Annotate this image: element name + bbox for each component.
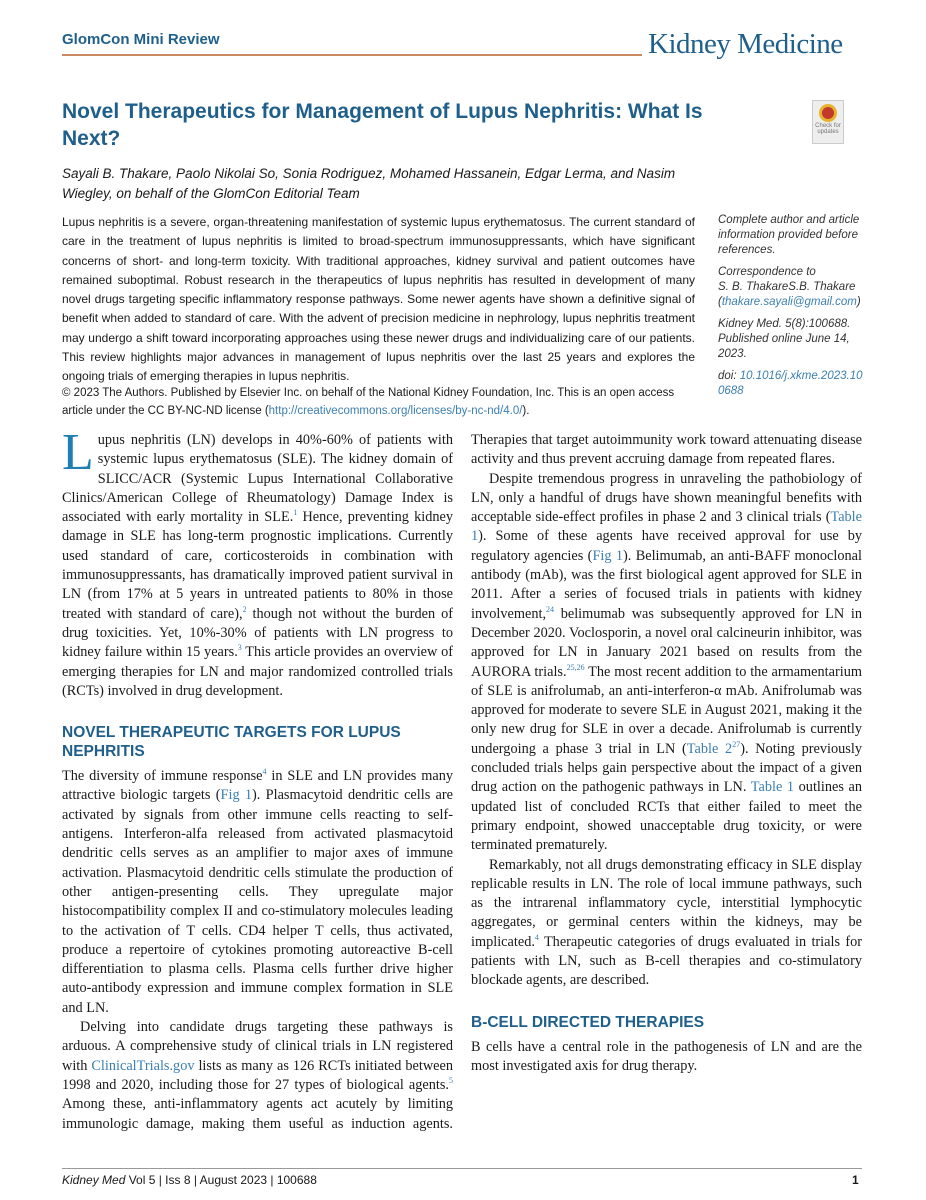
table-link[interactable]: Table 2 — [686, 740, 733, 757]
author-info-note: Complete author and article information provided before references. — [718, 214, 860, 256]
paragraph: Delving into candidate drugs targeting these pathways is arduous. A comprehensive study of clinical trials in LN registered with ClinicalTrials.gov lists as many as 126 RCTs initiated between 1998 and 2020, including those for 27 types of biological agents.$^5$ Among these, anti-inflammatory agents act acutely by limiting immunologic damage, making them useful as induction agents. Therapies that target autoimmunity work toward attenuating disease activity and thus prevent accruing damage from repeated flares. — [62, 432, 862, 1132]
ref-link[interactable]: 2 — [242, 604, 247, 614]
section-heading: NOVEL THERAPEUTIC TARGETS FOR LUPUS NEPHRITIS — [62, 724, 401, 761]
article-title: Novel Therapeutics for Management of Lupus Nephritis: What Is Next? — [62, 100, 703, 150]
ref-link[interactable]: 3 — [237, 643, 242, 653]
section-heading: B-CELL DIRECTED THERAPIES — [471, 1013, 705, 1031]
table-link[interactable]: Table 1 — [471, 509, 862, 545]
ref-link[interactable]: 5 — [449, 1076, 453, 1086]
paragraph: Despite tremendous progress in unraveling the pathobiology of LN, only a handful of drugs have shown meaningful benefits with acceptable side-effect profiles in phase 2 and 3 clinical trials (Table 1). Some of these agents have received approval for use by regulatory agencies (Fig 1). Belimumab, an anti-BAFF monoclonal antibody (mAb), was the first biological agent approved for SLE in 2011. After a series of focused trials in patients with kidney involvement,$^{24}$ belimumab was subsequently approved for LN in December 2020. Voclosporin, a novel oral calcineurin inhibitor, was approved for LN in January 2021 based on results from the AURORA trials.$^{25,26}$ The most recent addition to the armamentarium of SLE is anifrolumab, an anti-interferon-α mAb. Anifrolumab was approved for moderate to severe SLE in August 2021, making it the only new drug for SLE in over a decade. Anifrolumab is currently undergoing a phase 3 trial in LN (Table $2^{27}$). Noting previously concluded trials helps gain perspective about the impact of a given drug action on the pathogenic pathways in LN. Table 1 outlines an updated list of concluded RCTs that either failed to meet the primary endpoint, showed unacceptable drug toxicity, or were terminated prematurely. — [471, 470, 862, 854]
clinicaltrials-link[interactable]: ClinicalTrials.gov — [91, 1057, 195, 1074]
license-statement: © 2023 The Authors. Published by Elsevier Inc. on behalf of the National Kidney Foundation, Inc. This is an open access article under the CC BY-NC-ND license (http://creativecommons.org/licenses/by-nc-nd/4.0/). — [62, 387, 675, 417]
ref-link[interactable]: 1 — [293, 508, 298, 518]
doi — [718, 369, 868, 399]
ref-link[interactable]: 4 — [534, 932, 539, 942]
figure-link[interactable]: Fig 1 — [592, 547, 624, 564]
license-link[interactable]: http://creativecommons.org/licenses/by-nc-nd/4.0/ — [268, 405, 523, 417]
page-number: 1 — [852, 1173, 859, 1187]
ref-link[interactable]: 25,26 — [566, 662, 585, 672]
table-link[interactable]: Table 1 — [750, 779, 795, 796]
article-info-sidebar — [718, 213, 868, 406]
correspondence-label: Correspondence to — [718, 266, 816, 278]
check-for-updates-button[interactable] — [812, 100, 844, 144]
abstract: Lupus nephritis is a severe, organ-threatening manifestation of systemic lupus erythematosus. The current standard of care in the treatment of lupus nephritis is limited to broad-spectrum immunosuppressants, which have significant concerns of short- and long-term toxicity. With traditional approaches, kidney survival and patient outcomes have remained suboptimal. Robust research in the therapeutics of lupus nephritis has resulted in development of many novel drugs targeting specific inflammatory response pathways. Some newer agents have shown a definitive signal of benefit when added to standard of care. With the advent of precision medicine in nephrology, lupus nephritis treatment may undergo a shift toward incorporating approaches using these newer drugs and individualizing care of our patients. This review highlights major advances in management of lupus nephritis over the last 25 years and explores the ongoing trials of emerging therapies in lupus nephritis. — [62, 215, 695, 384]
doi-label: doi: — [718, 370, 737, 382]
check-for-updates-label: Check for updates — [815, 123, 841, 135]
paragraph: Lupus nephritis (LN) develops in 40%-60% of patients with systemic lupus erythematosus (SLE). The kidney domain of SLICC/ACR (Systemic Lupus International Collaborative Clinics/American College of Rheumatology) Damage Index is associated with early mortality in SLE.$^1$ Hence, preventing kidney damage in SLE has long-term prognostic implications. Currently used standard of care, corticosteroids in combination with immunosuppressants, has dramatically improved patient survival in LN (from 17% at 5 years in untreated patients to 80% in those treated with standard of care),$^2$ though not without the burden of drug toxicities. Yet, 10%-30% of patients with LN progress to kidney failure within 15 years.$^3$ This article provides an overview of emerging therapies for LN and major randomized controlled trials (RCTs) involved in drug development. — [62, 424, 453, 699]
ref-link[interactable]: 24 — [546, 604, 555, 614]
figure-link[interactable]: Fig 1 — [220, 787, 253, 804]
journal-logo: Kidney Medicine — [648, 28, 843, 60]
correspondence-name: S. B. ThakareS.B. Thakare — [718, 281, 856, 293]
ref-link[interactable]: 4 — [262, 767, 267, 777]
footer-rule — [62, 1168, 862, 1169]
paragraph: B cells have a central role in the pathogenesis of LN and are the most investigated axis for drug therapy. — [471, 1038, 862, 1074]
paragraph: Remarkably, not all drugs demonstrating efficacy in SLE display replicable results in LN. The role of local immune pathways, such as the intrarenal inflammatory cycle, interstitial lymphocytic aggregates, or germinal centers within the kidneys, may be implicated.$^4$ Therapeutic categories of drugs evaluated in trials for patients with LN, such as B-cell therapies and co-stimulatory blockade agents, are described. — [471, 856, 862, 989]
ref-link[interactable]: 27 — [732, 739, 741, 749]
correspondence: Correspondence to S. B. ThakareS.B. Thakare (thakare.sayali@gmail.com) — [718, 266, 861, 308]
doi-link[interactable]: 10.1016/j.xkme.2023.100688 — [718, 370, 863, 397]
footer-citation: Kidney Med Vol 5 | Iss 8 | August 2023 | 100688 — [62, 1173, 317, 1187]
article-body — [62, 424, 862, 1163]
section-label: GlomCon Mini Review — [62, 31, 220, 48]
email-link[interactable]: thakare.sayali@gmail.com — [721, 296, 857, 308]
paragraph: The diversity of immune response$^4$ in SLE and LN provides many attractive biologic targets (Fig 1). Plasmacytoid dendritic cells are activated by signals from other immune cells reacting to self-antigens. Interferon-alfa released from activated plasmacytoid dendritic cells serves as an amplifier to major axes of immune activation. Plasmacytoid dendritic cells stimulate the production of other antigen-presenting cells. They upregulate major histocompatibility complex II and co-stimulatory molecules leading to the activation of T cells. CD4 helper T cells, thus activated, produce a repertoire of cytokines promoting autoreactive B-cell differentiation to plasma cells. Plasma cells further drive higher auto-antibody expression and immune complex formation in SLE and LN. — [62, 767, 454, 1016]
bookmark-icon — [819, 104, 837, 122]
header-rule — [62, 54, 642, 56]
author-list: Sayali B. Thakare, Paolo Nikolai So, Sonia Rodriguez, Mohamed Hassanein, Edgar Lerma, and Nasim Wiegley, on behalf of the GlomCon Editorial Team — [62, 166, 676, 201]
drop-cap: L — [62, 424, 94, 481]
citation: Kidney Med. 5(8):100688. Published online June 14, 2023. — [718, 318, 851, 360]
